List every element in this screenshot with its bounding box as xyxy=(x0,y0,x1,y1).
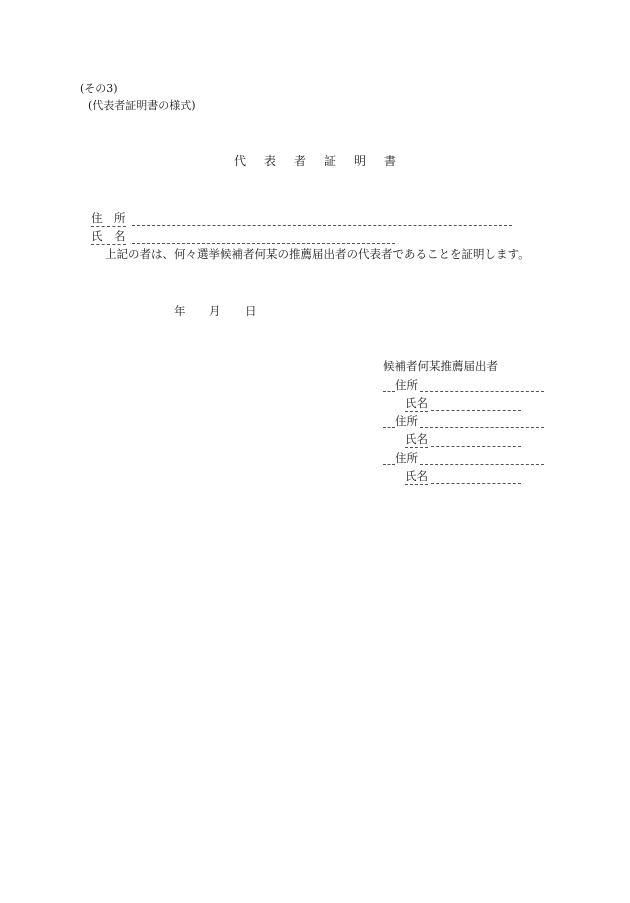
document-title: 代表者証明書 xyxy=(234,154,415,168)
signatory-2-address-lead xyxy=(383,427,395,428)
signatory-3-address-line xyxy=(420,464,544,465)
address-line xyxy=(132,225,512,226)
signatory-1-name-label: 氏名 xyxy=(405,396,428,410)
date-month: 月 xyxy=(209,304,221,318)
form-name: (代表者証明書の様式) xyxy=(88,99,196,112)
part-number: (その3) xyxy=(80,82,118,95)
address-label: 住 所 xyxy=(91,211,126,225)
signatory-3-address-lead xyxy=(383,464,395,465)
signatory-1-address-line xyxy=(420,391,544,392)
signatory-2-name-label: 氏名 xyxy=(405,432,428,446)
date-year: 年 xyxy=(174,304,186,318)
signatory-3-address-label: 住所 xyxy=(395,451,418,465)
signatory-2-address-label: 住所 xyxy=(395,414,418,428)
signatory-3-name-line xyxy=(431,483,521,484)
name-label: 氏 名 xyxy=(91,229,126,243)
signatory-2-name-line xyxy=(431,446,521,447)
signatory-1-address-label: 住所 xyxy=(395,378,418,392)
signatories-heading: 候補者何某推薦届出者 xyxy=(383,359,498,373)
certification-text: 上記の者は、何々選挙候補者何某の推薦届出者の代表者であることを証明します。 xyxy=(105,247,530,261)
signatory-3-name-label: 氏名 xyxy=(405,469,428,483)
signatory-1-address-lead xyxy=(383,391,395,392)
date-day: 日 xyxy=(245,304,257,318)
name-line xyxy=(132,243,395,244)
signatory-1-name-line xyxy=(431,410,521,411)
signatory-2-address-line xyxy=(420,427,544,428)
